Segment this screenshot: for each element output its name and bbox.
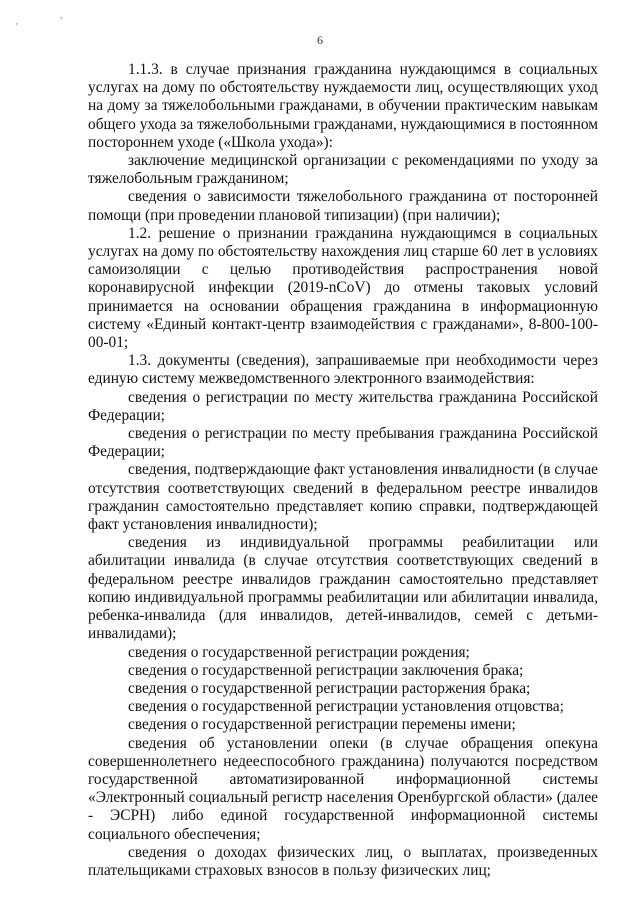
page-number: 6 xyxy=(317,33,323,47)
document-body xyxy=(88,61,598,880)
paragraph: сведения о государственной регистрации установления отцовства; xyxy=(128,698,564,716)
paragraph: сведения о государственной регистрации заключения брака; xyxy=(128,661,524,679)
scan-dot: ' xyxy=(16,22,18,33)
paragraph: 1.1.3. в случае признания гражданина нуждающимся в социальных услугах на дому по обстоятельству нуждаемости лиц, осуществляющих уход на дому за тяжелобольными гражданами, в обучении практическим навыкам общего ухода за тяжелобольными гражданами, нуждающимися в постоянном постороннем уходе («Школа ухода»): xyxy=(88,61,598,151)
paragraph: сведения о зависимости тяжелобольного гражданина от посторонней помощи (при проведении плановой типизации) (при наличии); xyxy=(88,188,598,224)
paragraph: сведения о государственной регистрации расторжения брака; xyxy=(128,679,531,697)
paragraph: сведения о регистрации по месту жительства гражданина Российской Федерации; xyxy=(88,388,598,424)
paragraph: сведения о регистрации по месту пребывания гражданина Российской Федерации; xyxy=(88,425,598,461)
paragraph: сведения из индивидуальной программы реабилитации или абилитации инвалида (в случае отсутствия соответствующих сведений в федеральном реестре инвалидов гражданин самостоятельно представляет копию индивидуальной программы реабилитации или абилитации инвалида, ребенка-инвалида (для инвалидов, детей-инвалидов, семей с детьми-инвалидами); xyxy=(88,534,598,643)
paragraph: 1.2. решение о признании гражданина нуждающимся в социальных услугах на дому по обстоятельству нахождения лиц старше 60 лет в условиях самоизоляции с целью противодействия распространения новой коронавирусной инфекции (2019-nCoV) до отмены таковых условий принимается на основании обращения гражданина в информационную систему «Единый контакт-центр взаимодействия с гражданами», 8-800-100-00-01; xyxy=(88,224,598,352)
paragraph: сведения о государственной регистрации перемены имени; xyxy=(128,716,516,734)
paragraph: 1.3. документы (сведения), запрашиваемые при необходимости через единую систему межведомственного электронного взаимодействия: xyxy=(88,352,598,388)
paragraph: сведения об установлении опеки (в случае обращения опекуна совершеннолетнего недееспособного гражданина) получаются посредством государственной автоматизированной информационной системы «Электронный социальный регистр населения Оренбургской области» (далее - ЭСРН) либо единой государственной информационной системы социального обеспечения; xyxy=(88,734,598,843)
paragraph: сведения о государственной регистрации рождения; xyxy=(128,643,470,661)
paragraph: сведения, подтверждающие факт установления инвалидности (в случае отсутствия соответствующих сведений в федеральном реестре инвалидов гражданин самостоятельно представляет копию справки, подтверждающей факт установления инвалидности); xyxy=(88,461,598,534)
paragraph: сведения о доходах физических лиц, о выплатах, произведенных плательщиками страховых взносов в пользу физических лиц; xyxy=(88,843,598,879)
paragraph: заключение медицинской организации с рекомендациями по уходу за тяжелобольным гражданином; xyxy=(88,152,598,188)
scan-dot: , xyxy=(60,10,63,21)
